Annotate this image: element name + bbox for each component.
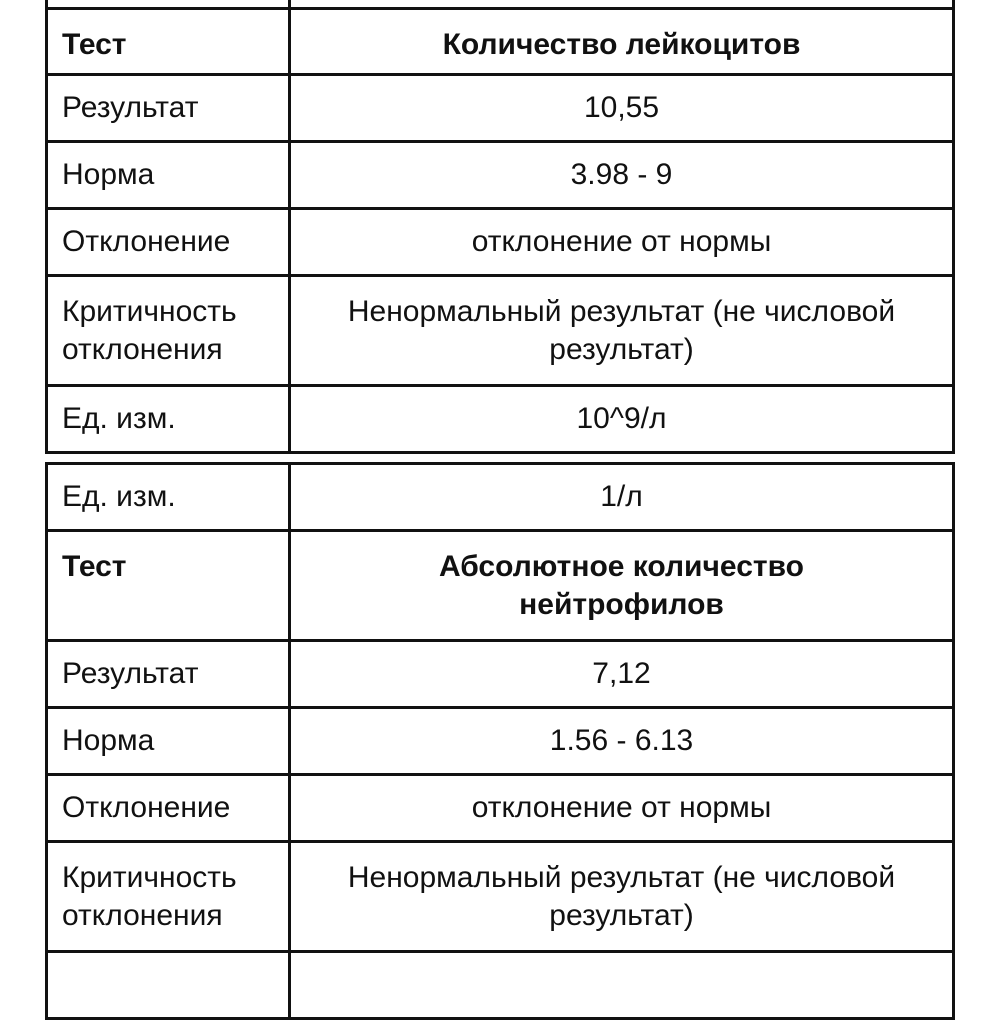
criticality-value: Ненормальный результат (не числовой результат) [290, 276, 954, 386]
lab-result-table-leukocytes [45, 0, 955, 454]
table-row-deviation [47, 209, 954, 276]
row-value [290, 952, 954, 1019]
table-row-clipped [47, 464, 954, 531]
row-value: 1/л [290, 464, 954, 531]
table-row-result [47, 75, 954, 142]
table-row-criticality [47, 276, 954, 386]
table-row-criticality [47, 842, 954, 952]
header-label: Тест [47, 531, 290, 641]
row-label: Норма [47, 708, 290, 775]
table-row-result [47, 641, 954, 708]
table-row-norm [47, 708, 954, 775]
unit-value: 10^9/л [290, 386, 954, 453]
header-label: Тест [47, 9, 290, 75]
row-label: Результат [47, 641, 290, 708]
row-label: Критичность отклонения [47, 842, 290, 952]
row-label: Норма [47, 142, 290, 209]
row-label: Критичность отклонения [47, 276, 290, 386]
criticality-value: Ненормальный результат (не числовой результат) [290, 842, 954, 952]
row-label: Результат [47, 75, 290, 142]
table-header-row [47, 531, 954, 641]
result-value: 10,55 [290, 75, 954, 142]
deviation-value: отклонение от нормы [290, 209, 954, 276]
table-row-next-clipped [47, 952, 954, 1019]
table-row-unit [47, 386, 954, 453]
row-label [47, 952, 290, 1019]
row-value [290, 0, 954, 9]
row-label: Отклонение [47, 209, 290, 276]
row-label: Отклонение [47, 775, 290, 842]
row-label: Ед. изм. [47, 464, 290, 531]
lab-result-table-neutrophils [45, 462, 955, 1020]
row-label: Ед. изм. [47, 386, 290, 453]
header-test-name: Количество лейкоцитов [290, 9, 954, 75]
row-label [47, 0, 290, 9]
table-row-deviation [47, 775, 954, 842]
result-value: 7,12 [290, 641, 954, 708]
table-header-row [47, 9, 954, 75]
header-test-name: Абсолютное количество нейтрофилов [290, 531, 954, 641]
table-row-clipped [47, 0, 954, 9]
table-segment-leukocytes [0, 0, 1000, 496]
deviation-value: отклонение от нормы [290, 775, 954, 842]
norm-value: 3.98 - 9 [290, 142, 954, 209]
table-segment-neutrophils [0, 480, 1000, 1000]
table-row-norm [47, 142, 954, 209]
norm-value: 1.56 - 6.13 [290, 708, 954, 775]
